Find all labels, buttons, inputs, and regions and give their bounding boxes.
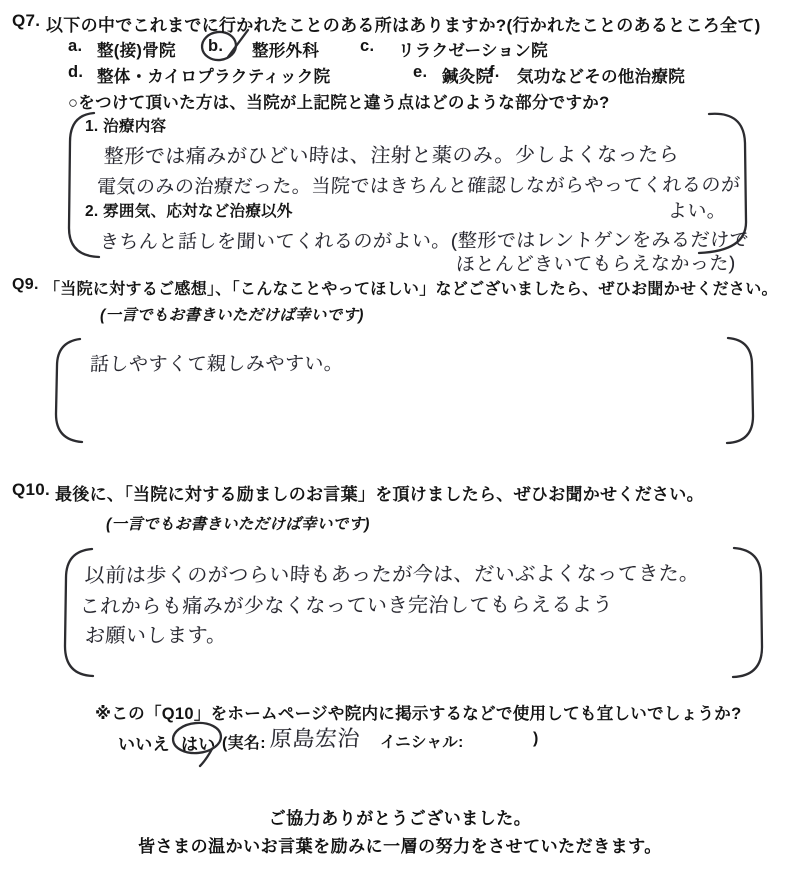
q7-box-item1-label: 1. 治療内容 bbox=[85, 118, 167, 135]
q7-option-a-label: 整(接)骨院 bbox=[97, 42, 176, 60]
q10-handwritten-answer-line1: 以前は歩くのがつらい時もあったが今は、だいぶよくなってきた。 bbox=[84, 562, 701, 588]
q10-answer-box-bracket-right bbox=[733, 548, 762, 677]
permission-paren-close: ) bbox=[533, 730, 539, 747]
q7-label: Q7. bbox=[12, 11, 41, 30]
q7-handwritten-treatment-line2: 電気のみの治療だった。当院ではきちんと確認しながらやってくれるのが bbox=[96, 174, 741, 199]
q10-handwritten-answer-line3: お願いします。 bbox=[84, 624, 228, 648]
q7-handwritten-atmosphere-line1: きちんと話しを聞いてくれるのがよい。(整形ではレントゲンをみるだけで bbox=[99, 229, 750, 254]
permission-option-no: いいえ bbox=[118, 735, 170, 754]
q7-question: 以下の中でこれまでに行かれたことのある所はありますか?(行かれたことのあるところ全て) bbox=[46, 16, 761, 35]
q10-handwritten-answer-line2: これからも痛みが少なくなっていき完治してもらえるよう bbox=[79, 594, 614, 618]
q7-option-f-key: f. bbox=[489, 63, 500, 81]
permission-initial-label: イニシャル: bbox=[380, 734, 464, 751]
q7-handwritten-treatment-line3: よい。 bbox=[667, 200, 727, 223]
q7-option-d-label: 整体・カイロプラクティック院 bbox=[97, 68, 331, 86]
q9-answer-box-bracket-left bbox=[56, 339, 82, 442]
q7-option-b-label: 整形外科 bbox=[252, 42, 320, 60]
q7-option-b-key: b. bbox=[208, 37, 224, 55]
q7-followup-question: ○をつけて頂いた方は、当院が上記院と違う点はどのような部分ですか? bbox=[68, 94, 610, 112]
q9-question: 「当院に対するご感想」、「こんなことやってほしい」などございましたら、ぜひお聞かせください。 bbox=[44, 281, 778, 298]
q10-question: 最後に、「当院に対する励ましのお言葉」を頂けましたら、ぜひお聞かせください。 bbox=[55, 485, 704, 504]
q7-handwritten-atmosphere-line2: ほとんどきいてもらえなかった) bbox=[455, 253, 737, 276]
q10-label: Q10. bbox=[12, 480, 51, 499]
q9-label: Q9. bbox=[12, 276, 39, 293]
q9-answer-box-bracket-right bbox=[727, 338, 753, 443]
footer-message: 皆さまの温かいお言葉を励みに一層の努力をさせていただきます。 bbox=[138, 837, 662, 856]
permission-option-yes: はい bbox=[181, 735, 216, 754]
q7-option-a-key: a. bbox=[68, 37, 83, 55]
q10-note: (一言でもお書きいただけば幸いです) bbox=[106, 516, 370, 533]
q7-option-d-key: d. bbox=[68, 63, 84, 81]
q7-box-item2-label: 2. 雰囲気、応対など治療以外 bbox=[85, 203, 293, 220]
permission-note: ※この「Q10」をホームページや院内に掲示するなどで使用しても宜しいでしょうか? bbox=[95, 705, 742, 723]
q7-option-f-label: 気功などその他治療院 bbox=[517, 68, 685, 86]
footer-thanks: ご協力ありがとうございました。 bbox=[268, 809, 532, 828]
permission-handwritten-name: 原島宏治 bbox=[269, 725, 361, 752]
q7-handwritten-treatment-line1: 整形では痛みがひどい時は、注射と薬のみ。少しよくなったら bbox=[103, 143, 680, 169]
q9-handwritten-answer: 話しやすくて親しみやすい。 bbox=[89, 353, 344, 376]
q7-option-e-key: e. bbox=[413, 63, 428, 81]
permission-name-label: (実名: bbox=[222, 735, 266, 752]
q7-option-e-label: 鍼灸院 bbox=[442, 68, 493, 86]
q7-option-c-key: c. bbox=[360, 37, 375, 55]
q7-option-c-label: リラクゼーション院 bbox=[398, 42, 548, 60]
q9-note: (一言でもお書きいただけば幸いです) bbox=[100, 307, 364, 324]
